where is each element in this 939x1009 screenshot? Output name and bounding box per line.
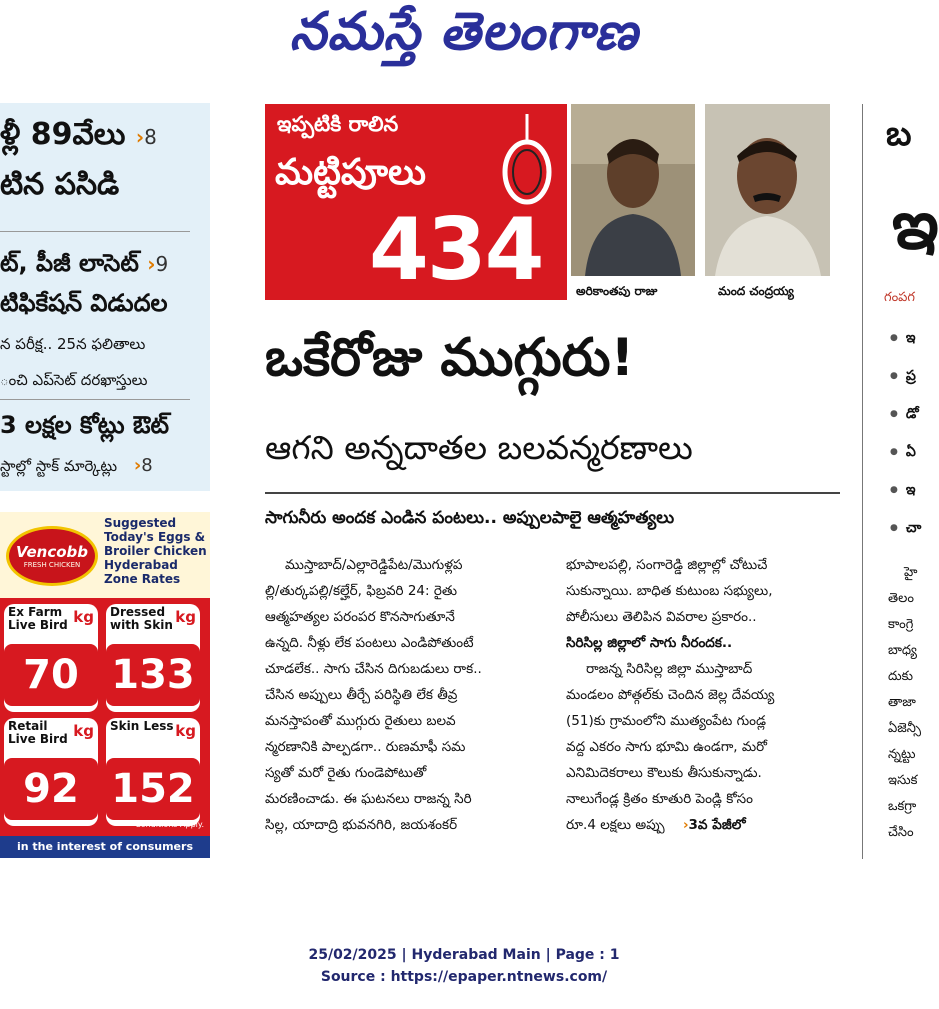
story-line: న్మరణానికి పాల్పడగా.. రుణమాఫీ సమ — [265, 739, 466, 755]
story-line: మరణించాడు. ఈ ఘటనలు రాజన్న సిరి — [265, 791, 472, 807]
brief-2-line2: టిఫికేషన్ విడుదల — [0, 289, 168, 317]
left-briefs-panel — [0, 103, 210, 491]
right-body-line: దుకు — [888, 669, 913, 684]
continued-link[interactable]: ›3వ పేజీలో — [682, 817, 746, 833]
masthead — [0, 0, 928, 80]
brief-3-line1: 3 లక్షల కోట్లు ఔట్ — [0, 411, 170, 439]
counter-line1: ఇప్పటికి రాలిన — [277, 112, 399, 136]
counter-number: 434 — [369, 200, 543, 300]
story-line: సుకున్నాయి. బాధిత కుటుంబ సభ్యులు, — [566, 583, 773, 599]
story-line: భూపాలపల్లి, సంగారెడ్డి జిల్లాల్లో చోటుచే — [566, 557, 768, 573]
headline: ఒకేరోజు ముగ్గురు! — [265, 328, 635, 388]
edition-info: 25/02/2025 | Hyderabad Main | Page : 1 — [308, 947, 620, 963]
ad-conditions: Conditions Apply. — [135, 820, 204, 829]
noose-illustration-icon — [497, 114, 557, 214]
story-line: వద్ద ఎకరం సాగు భూమి ఉండగా, మరో — [566, 739, 768, 755]
source-link[interactable]: Source : https://epaper.ntnews.com/ — [320, 969, 608, 985]
subheadline: ఆగని అన్నదాతల బలవన్మరణాలు — [265, 428, 693, 467]
right-story-headline: బ — [886, 114, 912, 154]
right-body-line: హై — [904, 565, 918, 580]
divider — [0, 399, 190, 400]
photo-arikantapu-raju — [571, 104, 695, 276]
story-line: పోలీసులు తెలిపిన వివరాల ప్రకారం.. — [566, 609, 757, 625]
right-bullet: ● ఇ — [890, 330, 916, 349]
right-bullet: ● చా — [890, 520, 921, 539]
story-column-1 — [265, 552, 557, 838]
story-line: ఆత్మహత్యల పరంపర కొనసాగుతూనే — [265, 609, 455, 625]
right-body-line: ఒకగ్రా — [888, 799, 917, 814]
rate-box-dressed: Dressed with Skin kg 133 — [106, 604, 200, 712]
farmer-deaths-counter — [265, 104, 567, 300]
divider — [265, 492, 840, 494]
newspaper-title: నమస్తే తెలంగాణ — [289, 2, 639, 62]
column-divider — [862, 104, 863, 859]
story-line: సిల్ల, యాదాద్రి భువనగిరి, జయశంకర్ — [265, 817, 458, 833]
story-line-last: రూ.4 లక్షలు అప్పు ›3వ పేజీలో — [566, 817, 746, 833]
story-line: చేసిన అప్పులు తీర్చే పరిస్థితి లేక తీవ్ర — [265, 687, 458, 703]
story-line: చూడలేక.. సాగు చేసిన దిగుబడులు రాక.. — [265, 661, 482, 677]
photo-manda-chandraiah — [705, 104, 830, 276]
story-line: నాలుగేండ్ల క్రితం కూతురి పెండ్లి కోసం — [566, 791, 753, 807]
rate-box-retail: Retail Live Bird kg 92 — [4, 718, 98, 826]
brief-2-line1: ట్, పీజీ లాసెట్ ›9 — [0, 249, 169, 277]
right-bullet: ● ఇ — [890, 482, 916, 501]
rate-box-skinless: Skin Less kg 152 — [106, 718, 200, 826]
ad-footer: in the interest of consumers — [0, 836, 210, 858]
right-bullet: ● డో — [890, 406, 919, 425]
story-line: ల్లి/తుర్కపల్లి/కల్హేర్, ఫిబ్రవరి 24: రైతు — [265, 583, 458, 599]
story-line: ఎనిమిదెకరాలు కౌలుకు తీసుకున్నాడు. — [566, 765, 762, 781]
story-line: (51)కు గ్రామంలోని ముత్యంపేట గుండ్ల — [566, 713, 766, 729]
story-subheading: సిరిసిల్ల జిల్లాలో సాగు నీరందక.. — [566, 635, 733, 651]
story-line: రాజన్న సిరిసిల్ల జిల్లా ముస్తాబాద్ — [586, 661, 753, 677]
right-body-line: ఏజెన్సీ — [888, 721, 922, 736]
right-body-line: బాధ్య — [888, 643, 917, 658]
right-body-line: తాజా — [888, 695, 916, 710]
story-kicker: సాగునీరు అందక ఎండిన పంటలు.. అప్పులపాలై ఆత్మహత్యలు — [265, 508, 675, 528]
right-story-panel — [878, 104, 938, 864]
chicken-rates-ad — [0, 512, 210, 858]
right-story-title: ఇ — [892, 186, 939, 265]
right-bullet: ● ఏ — [890, 444, 916, 463]
photo1-caption: అరికాంతపు రాజు — [576, 284, 658, 298]
story-line: స్యతో మరో రైతు గుండెపోటుతో — [265, 765, 427, 781]
right-body-line: చేసిం — [888, 825, 914, 840]
right-body-line: న్నట్టు — [888, 747, 916, 762]
vencobb-logo: Vencobb FRESH CHICKEN — [6, 526, 98, 586]
story-column-2 — [566, 552, 842, 838]
story-line: మనస్తాపంతో ముగ్గురు రైతులు బలవ — [265, 713, 456, 729]
counter-line2: మట్టిపూలు — [275, 152, 426, 193]
right-body-line: ఇసుక — [888, 773, 918, 788]
right-body-line: కాంగ్రె — [888, 617, 914, 632]
story-line: ముస్తాబాద్/ఎల్లారెడ్డిపేట/మొగుళ్లప — [285, 557, 463, 573]
divider — [0, 231, 190, 232]
photo2-caption: మంద చంద్రయ్య — [718, 284, 794, 298]
ad-header — [0, 512, 210, 598]
rate-box-ex-farm: Ex Farm Live Bird kg 70 — [4, 604, 98, 712]
right-bullet: ● ప్ర — [890, 368, 916, 387]
page-footer — [0, 944, 928, 988]
brief-1-line1: ళ్లీ 89వేలు ›8 — [0, 117, 157, 152]
brief-3-line2: స్టాల్లో స్టాక్ మార్కెట్లు ›8 — [0, 455, 153, 476]
brief-1-line2: టిన పసిడి — [0, 167, 120, 202]
right-body-line: తెలం — [888, 591, 914, 606]
ad-heading: Suggested Today's Eggs & Broiler Chicken Hyderabad Zone Rates — [104, 516, 207, 586]
story-line: ఉన్నది. నీళ్లు లేక పంటలు ఎండిపోతుంటే — [265, 635, 474, 651]
brief-2-line4: ంచి ఎప్‌సెట్ దరఖాస్తులు — [0, 371, 148, 389]
brief-2-line3: న పరీక్ష.. 25న ఫలితాలు — [0, 335, 146, 353]
right-story-kicker: గంపగ — [884, 290, 915, 305]
story-line: మండలం పోత్గల్‌కు చెందిన జెల్ల దేవయ్య — [566, 687, 775, 703]
